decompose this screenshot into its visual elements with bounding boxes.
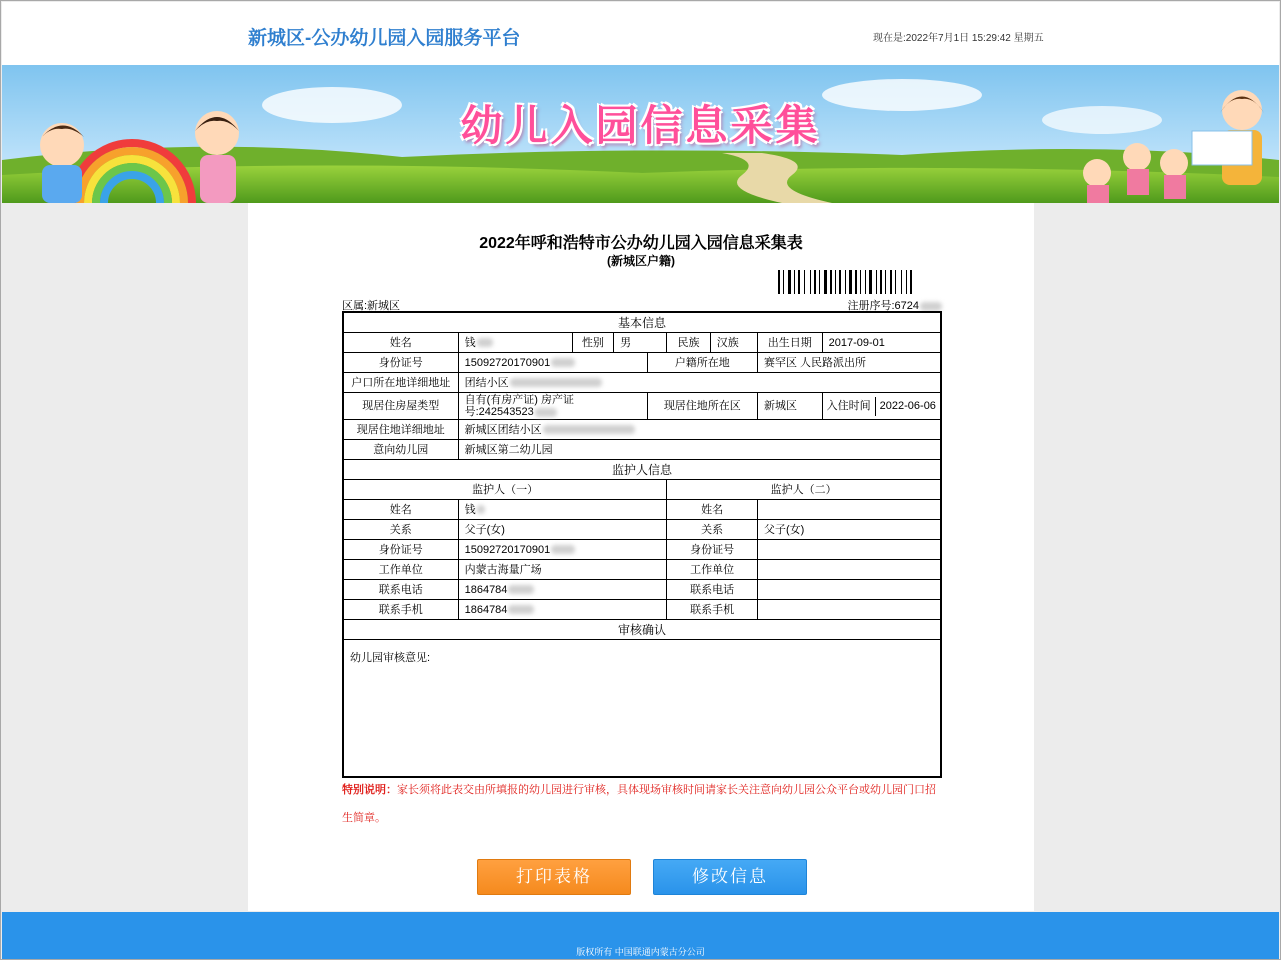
- barcode-bar: [794, 270, 795, 294]
- barcode-bar: [876, 270, 877, 294]
- notice-text: 家长须将此表交由所填报的幼儿园进行审核，具体现场审核时间请家长关注意向幼儿园公众平台或幼儿园门口招生简章。: [342, 784, 936, 824]
- hukou-address-value: 团结小区: [458, 373, 941, 393]
- barcode-bar: [849, 270, 852, 294]
- district-label: 区属:新城区: [342, 300, 401, 312]
- guardian-1-label: 姓名: [343, 500, 458, 520]
- footer: [2, 912, 1279, 959]
- barcode-bar: [810, 270, 811, 294]
- guardian-2-label: 联系手机: [667, 600, 758, 620]
- print-form-button[interactable]: 打印表格: [477, 859, 631, 895]
- ethnicity-value: 汉族: [710, 333, 757, 353]
- kindergarten-value: 新城区第二幼儿园: [458, 440, 941, 460]
- copyright: 版权所有 中国联通内蒙古分公司: [576, 947, 705, 957]
- ethnicity-label: 民族: [667, 333, 710, 353]
- guardian-1-label: 关系: [343, 520, 458, 540]
- review-opinion: 幼儿园审核意见:: [343, 640, 941, 778]
- site-title[interactable]: 新城区-公办幼儿园入园服务平台: [248, 28, 521, 49]
- guardian-1-label: 联系电话: [343, 580, 458, 600]
- barcode-bar: [814, 270, 816, 294]
- special-notice: [342, 776, 946, 832]
- guardian-row: [343, 580, 941, 600]
- guardian-2-header: 监护人（二）: [667, 480, 941, 500]
- housing-type-value: 自有(有房产证) 房产证号:242543523: [458, 393, 647, 420]
- guardian-2-label: 关系: [667, 520, 758, 540]
- guardian-1-value: 内蒙古海量广场: [458, 560, 667, 580]
- barcode-bar: [880, 270, 882, 294]
- name-label: 姓名: [343, 333, 458, 353]
- guardian-row: [343, 600, 941, 620]
- gender-label: 性别: [572, 333, 614, 353]
- section-review: 审核确认: [343, 620, 941, 640]
- id-label: 身份证号: [343, 353, 458, 373]
- barcode-bar: [845, 270, 846, 294]
- residence-district-value: 新城区: [757, 393, 822, 420]
- hukou-station-label: 户籍所在地: [647, 353, 757, 373]
- section-basic-info: 基本信息: [343, 312, 941, 333]
- info-table: [342, 311, 942, 778]
- guardian-2-value: [757, 540, 941, 560]
- move-in-value: 2022-06-06: [879, 400, 936, 412]
- guardian-row: [343, 500, 941, 520]
- guardian-1-value: 1864784: [458, 600, 667, 620]
- notice-label: 特别说明：: [342, 784, 397, 796]
- guardian-2-value: [757, 560, 941, 580]
- barcode-bar: [895, 270, 896, 294]
- guardian-1-value: 1864784: [458, 580, 667, 600]
- guardian-1-label: 身份证号: [343, 540, 458, 560]
- guardian-2-label: 联系电话: [667, 580, 758, 600]
- guardian-1-label: 联系手机: [343, 600, 458, 620]
- guardian-2-value: [757, 500, 941, 520]
- barcode-bar: [901, 270, 902, 294]
- barcode-bar: [783, 270, 784, 294]
- barcode-bar: [855, 270, 857, 294]
- guardian-2-label: 身份证号: [667, 540, 758, 560]
- barcode-bar: [788, 270, 791, 294]
- guardian-2-value: 父子(女): [757, 520, 941, 540]
- kindergarten-label: 意向幼儿园: [343, 440, 458, 460]
- residence-district-label: 现居住地所在区: [647, 393, 757, 420]
- barcode-bar: [890, 270, 892, 294]
- name-value: 钱: [458, 333, 572, 353]
- birth-value: 2017-09-01: [822, 333, 941, 353]
- guardian-1-value: 钱: [458, 500, 667, 520]
- move-in-cell: [822, 393, 941, 420]
- gender-value: 男: [614, 333, 667, 353]
- barcode-bar: [819, 270, 820, 294]
- form-title: 2022年呼和浩特市公办幼儿园入园信息采集表: [479, 235, 803, 252]
- move-in-label: 入住时间: [823, 397, 876, 416]
- hukou-station-value: 赛罕区 人民路派出所: [757, 353, 941, 373]
- hukou-address-label: 户口所在地详细地址: [343, 373, 458, 393]
- barcode-bar: [804, 270, 805, 294]
- current-time: 现在是:2022年7月1日 15:29:42 星期五: [873, 33, 1044, 44]
- guardian-1-value: 父子(女): [458, 520, 667, 540]
- barcode: [778, 270, 944, 294]
- barcode-bar: [869, 270, 872, 294]
- housing-type-label: 现居住房屋类型: [343, 393, 458, 420]
- guardian-row: [343, 560, 941, 580]
- barcode-bar: [778, 270, 780, 294]
- guardian-1-label: 工作单位: [343, 560, 458, 580]
- guardian-1-value: 15092720170901: [458, 540, 667, 560]
- barcode-bar: [835, 270, 836, 294]
- barcode-bar: [839, 270, 841, 294]
- edit-info-button[interactable]: 修改信息: [653, 859, 807, 895]
- banner: [2, 65, 1279, 203]
- guardian-2-label: 姓名: [667, 500, 758, 520]
- form-panel: [248, 203, 1034, 911]
- guardian-2-value: [757, 600, 941, 620]
- guardian-row: [343, 520, 941, 540]
- barcode-bar: [906, 270, 907, 294]
- form-subtitle: (新城区户籍): [607, 254, 675, 268]
- id-value: 15092720170901: [458, 353, 647, 373]
- barcode-bar: [860, 270, 861, 294]
- birth-label: 出生日期: [757, 333, 822, 353]
- residence-address-value: 新城区团结小区: [458, 420, 941, 440]
- top-header: [2, 2, 1279, 65]
- banner-title: 幼儿入园信息采集: [460, 102, 821, 149]
- section-guardian-info: 监护人信息: [343, 460, 941, 480]
- residence-address-label: 现居住地详细地址: [343, 420, 458, 440]
- guardian-row: [343, 540, 941, 560]
- barcode-bar: [910, 270, 912, 294]
- barcode-bar: [865, 270, 866, 294]
- guardian-2-label: 工作单位: [667, 560, 758, 580]
- barcode-bar: [885, 270, 886, 294]
- registration-number: 注册序号:6724: [847, 297, 942, 313]
- guardian-2-value: [757, 580, 941, 600]
- barcode-bar: [830, 270, 832, 294]
- barcode-bar: [824, 270, 827, 294]
- barcode-bar: [798, 270, 800, 294]
- guardian-1-header: 监护人（一）: [343, 480, 667, 500]
